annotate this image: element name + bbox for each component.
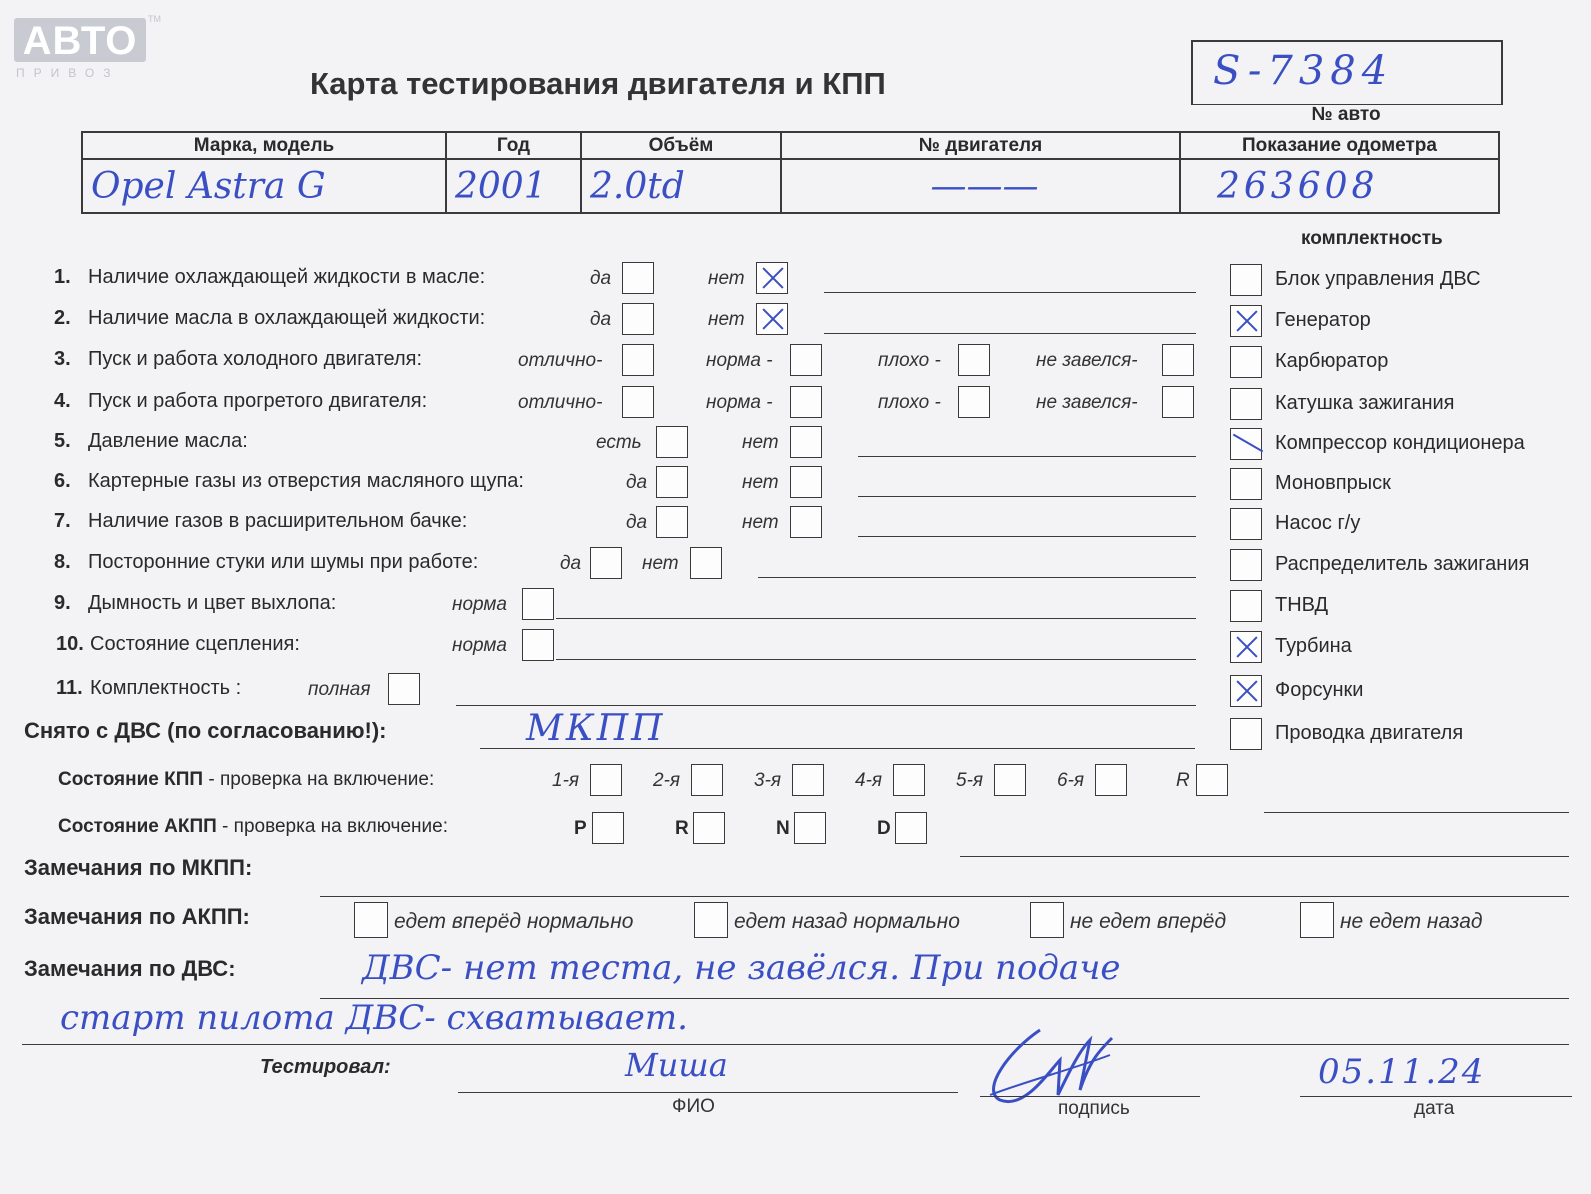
remarks-dvs-rule2 bbox=[22, 1044, 1569, 1045]
kit-item-label: Блок управления ДВС bbox=[1275, 268, 1481, 290]
remarks-dvs-line2[interactable]: старт пилота ДВС- схватывает. bbox=[60, 998, 688, 1038]
checkbox-option[interactable] bbox=[958, 386, 990, 418]
question-text: Пуск и работа прогретого двигателя: bbox=[88, 390, 428, 412]
question-number: 2. bbox=[54, 307, 71, 329]
option-label: плохо - bbox=[878, 350, 941, 371]
logo-subtitle: ПРИВОЗ bbox=[16, 66, 120, 80]
removed-label: Снято с ДВС (по согласованию!): bbox=[24, 718, 387, 743]
gear-checkbox[interactable] bbox=[1196, 764, 1228, 796]
checkbox-option[interactable] bbox=[1162, 344, 1194, 376]
value-odometer[interactable]: 263608 bbox=[1180, 159, 1499, 213]
akpp-gear-label: P bbox=[574, 818, 587, 839]
checkbox-norm[interactable] bbox=[522, 629, 554, 661]
option-label: отлично- bbox=[518, 392, 603, 413]
gear-label: 4-я bbox=[855, 770, 883, 791]
akpp-line bbox=[960, 856, 1569, 857]
tested-label: Тестировал: bbox=[260, 1056, 391, 1078]
comment-line bbox=[858, 496, 1196, 497]
option-label-full: полная bbox=[308, 679, 371, 700]
question-text: Комплектность : bbox=[90, 677, 242, 699]
option-label: отлично- bbox=[518, 350, 603, 371]
remarks-mkpp-line bbox=[320, 896, 1569, 897]
col-odometer: Показание одометра bbox=[1180, 132, 1499, 159]
car-number-value: S-7384 bbox=[1213, 48, 1394, 94]
question-number: 9. bbox=[54, 592, 71, 614]
gear-label: 6-я bbox=[1057, 770, 1085, 791]
checkbox-yes[interactable] bbox=[590, 547, 622, 579]
akpp-remark-label: едет вперёд нормально bbox=[394, 910, 634, 933]
checkbox-option[interactable] bbox=[958, 344, 990, 376]
checkbox-no[interactable] bbox=[790, 506, 822, 538]
question-text: Наличие масла в охлаждающей жидкости: bbox=[88, 307, 486, 329]
option-label: не завелся- bbox=[1036, 350, 1138, 371]
checkbox-full[interactable] bbox=[388, 673, 420, 705]
comment-line bbox=[824, 292, 1196, 293]
tester-name[interactable]: Миша bbox=[625, 1046, 728, 1084]
option-label-no: нет bbox=[708, 268, 745, 289]
kit-checkbox[interactable] bbox=[1230, 508, 1262, 540]
kit-checkbox[interactable] bbox=[1230, 590, 1262, 622]
kit-checkbox[interactable] bbox=[1230, 264, 1262, 296]
akpp-gear-label: N bbox=[776, 818, 790, 839]
kit-item-label: Проводка двигателя bbox=[1275, 722, 1464, 744]
checkbox-yes[interactable] bbox=[622, 303, 654, 335]
checkbox-norm[interactable] bbox=[522, 588, 554, 620]
kit-item-label: Карбюратор bbox=[1275, 350, 1389, 372]
option-label-no: нет bbox=[742, 512, 779, 533]
checkbox-option[interactable] bbox=[622, 386, 654, 418]
col-make-model: Марка, модель bbox=[82, 132, 446, 159]
comment-line bbox=[456, 705, 1196, 706]
value-make-model[interactable]: Opel Astra G bbox=[82, 159, 446, 213]
option-label: норма - bbox=[706, 392, 773, 413]
gear-label: R bbox=[1176, 770, 1190, 791]
vehicle-info-table bbox=[81, 131, 1500, 214]
logo: АВТО bbox=[14, 18, 146, 62]
comment-line bbox=[858, 456, 1196, 457]
question-text: Посторонние стуки или шумы при работе: bbox=[88, 551, 479, 573]
option-label-no: нет bbox=[742, 472, 779, 493]
question-text: Давление масла: bbox=[88, 430, 248, 452]
option-label-norm: норма bbox=[452, 635, 507, 656]
car-number-label: № авто bbox=[1311, 104, 1381, 125]
trademark-mark: TM bbox=[148, 14, 161, 24]
option-label-no: нет bbox=[708, 309, 745, 330]
akpp-gear-checkbox[interactable] bbox=[794, 812, 826, 844]
gear-checkbox[interactable] bbox=[893, 764, 925, 796]
gear-checkbox[interactable] bbox=[691, 764, 723, 796]
question-number: 4. bbox=[54, 390, 71, 412]
option-label-yes: да bbox=[626, 512, 648, 533]
checkbox-option[interactable] bbox=[790, 344, 822, 376]
mkpp-line bbox=[1264, 812, 1569, 813]
value-engine-number[interactable]: ——— bbox=[781, 159, 1180, 213]
question-number: 7. bbox=[54, 510, 71, 532]
kit-item-label: Моновпрыск bbox=[1275, 472, 1391, 494]
kit-item-label: Компрессор кондиционера bbox=[1275, 432, 1525, 454]
signature-icon bbox=[980, 1010, 1120, 1110]
option-label-yes: есть bbox=[596, 432, 642, 453]
comment-line bbox=[556, 659, 1196, 660]
question-text: Пуск и работа холодного двигателя: bbox=[88, 348, 423, 370]
question-number: 3. bbox=[54, 348, 71, 370]
col-year: Год bbox=[446, 132, 581, 159]
option-label-no: нет bbox=[642, 553, 679, 574]
akpp-remark-checkbox[interactable] bbox=[694, 902, 728, 938]
kit-checkbox[interactable] bbox=[1230, 631, 1262, 663]
gear-checkbox[interactable] bbox=[994, 764, 1026, 796]
kit-item-label: Катушка зажигания bbox=[1275, 392, 1455, 414]
kit-checkbox[interactable] bbox=[1230, 305, 1262, 337]
kit-item-label: Генератор bbox=[1275, 309, 1371, 331]
option-label-no: нет bbox=[742, 432, 779, 453]
akpp-remark-checkbox[interactable] bbox=[354, 902, 388, 938]
signature-caption: подпись bbox=[1058, 1098, 1130, 1119]
kit-checkbox[interactable] bbox=[1230, 428, 1262, 460]
kit-checkbox[interactable] bbox=[1230, 718, 1262, 750]
removed-line bbox=[480, 748, 1195, 749]
value-year[interactable]: 2001 bbox=[446, 159, 581, 213]
kit-checkbox[interactable] bbox=[1230, 549, 1262, 581]
kit-item-label: Турбина bbox=[1275, 635, 1352, 657]
comment-line bbox=[858, 536, 1196, 537]
car-number-box bbox=[1191, 40, 1503, 105]
col-engine-number: № двигателя bbox=[781, 132, 1180, 159]
comment-line bbox=[556, 618, 1196, 619]
removed-value[interactable]: МКПП bbox=[526, 708, 666, 749]
checkbox-option[interactable] bbox=[790, 386, 822, 418]
option-label-yes: да bbox=[590, 309, 612, 330]
question-number: 11. bbox=[56, 677, 83, 699]
checkbox-yes[interactable] bbox=[622, 262, 654, 294]
question-text: Наличие газов в расширительном бачке: bbox=[88, 510, 468, 532]
question-number: 6. bbox=[54, 470, 71, 492]
comment-line bbox=[758, 577, 1196, 578]
kit-item-label: Насос г/у bbox=[1275, 512, 1361, 534]
comment-line bbox=[824, 333, 1196, 334]
akpp-gear-checkbox[interactable] bbox=[693, 812, 725, 844]
question-number: 5. bbox=[54, 430, 71, 452]
remarks-dvs-line1[interactable]: ДВС- нет теста, не завёлся. При подаче bbox=[362, 948, 1121, 988]
gear-checkbox[interactable] bbox=[1095, 764, 1127, 796]
checkbox-no[interactable] bbox=[790, 426, 822, 458]
akpp-remark-label: едет назад нормально bbox=[734, 910, 960, 933]
remarks-mkpp-label: Замечания по МКПП: bbox=[24, 855, 253, 880]
gear-label: 2-я bbox=[653, 770, 681, 791]
question-number: 1. bbox=[54, 266, 71, 288]
option-label-yes: да bbox=[590, 268, 612, 289]
kit-item-label: Распределитель зажигания bbox=[1275, 553, 1530, 575]
kit-checkbox[interactable] bbox=[1230, 675, 1262, 707]
remarks-akpp-label: Замечания по АКПП: bbox=[24, 904, 250, 929]
checkbox-no[interactable] bbox=[690, 547, 722, 579]
option-label: не завелся- bbox=[1036, 392, 1138, 413]
kit-checkbox[interactable] bbox=[1230, 346, 1262, 378]
option-label-yes: да bbox=[626, 472, 648, 493]
akpp-gear-checkbox[interactable] bbox=[895, 812, 927, 844]
gear-label: 1-я bbox=[552, 770, 580, 791]
checkbox-yes[interactable] bbox=[656, 506, 688, 538]
test-date[interactable]: 05.11.24 bbox=[1318, 1052, 1486, 1092]
mkpp-check-label: Состояние КПП - проверка на включение: bbox=[58, 769, 435, 790]
kit-checkbox[interactable] bbox=[1230, 468, 1262, 500]
akpp-gear-label: D bbox=[877, 818, 891, 839]
checkbox-option[interactable] bbox=[622, 344, 654, 376]
kit-item-label: Форсунки bbox=[1275, 679, 1364, 701]
date-line bbox=[1300, 1096, 1572, 1097]
value-volume[interactable]: 2.0td bbox=[581, 159, 781, 213]
question-number: 10. bbox=[56, 633, 84, 655]
checkbox-no[interactable] bbox=[790, 466, 822, 498]
gear-label: 3-я bbox=[754, 770, 782, 791]
akpp-remark-checkbox[interactable] bbox=[1300, 902, 1334, 938]
kit-heading: комплектность bbox=[1301, 228, 1443, 249]
date-caption: дата bbox=[1414, 1098, 1455, 1119]
checkbox-no[interactable] bbox=[756, 262, 788, 294]
gear-checkbox[interactable] bbox=[792, 764, 824, 796]
name-caption: ФИО bbox=[672, 1096, 715, 1117]
gear-label: 5-я bbox=[956, 770, 984, 791]
checkbox-yes[interactable] bbox=[656, 426, 688, 458]
option-label-yes: да bbox=[560, 553, 582, 574]
question-number: 8. bbox=[54, 551, 71, 573]
remarks-dvs-label: Замечания по ДВС: bbox=[24, 956, 236, 981]
akpp-remark-label: не едет назад bbox=[1340, 910, 1483, 933]
akpp-remark-label: не едет вперёд bbox=[1070, 910, 1227, 933]
checkbox-yes[interactable] bbox=[656, 466, 688, 498]
checkbox-option[interactable] bbox=[1162, 386, 1194, 418]
checkbox-no[interactable] bbox=[756, 303, 788, 335]
akpp-gear-checkbox[interactable] bbox=[592, 812, 624, 844]
option-label: норма - bbox=[706, 350, 773, 371]
option-label-norm: норма bbox=[452, 594, 507, 615]
question-text: Наличие охлаждающей жидкости в масле: bbox=[88, 266, 486, 288]
question-text: Картерные газы из отверстия масляного щупа: bbox=[88, 470, 524, 492]
gear-checkbox[interactable] bbox=[590, 764, 622, 796]
akpp-check-label: Состояние АКПП - проверка на включение: bbox=[58, 816, 448, 837]
page-title: Карта тестирования двигателя и КПП bbox=[310, 66, 886, 101]
kit-checkbox[interactable] bbox=[1230, 388, 1262, 420]
col-volume: Объём bbox=[581, 132, 781, 159]
akpp-remark-checkbox[interactable] bbox=[1030, 902, 1064, 938]
name-line bbox=[458, 1092, 958, 1093]
signature-line bbox=[980, 1096, 1200, 1097]
kit-item-label: ТНВД bbox=[1275, 594, 1329, 616]
question-text: Дымность и цвет выхлопа: bbox=[88, 592, 337, 614]
akpp-gear-label: R bbox=[675, 818, 689, 839]
question-text: Состояние сцепления: bbox=[90, 633, 300, 655]
option-label: плохо - bbox=[878, 392, 941, 413]
